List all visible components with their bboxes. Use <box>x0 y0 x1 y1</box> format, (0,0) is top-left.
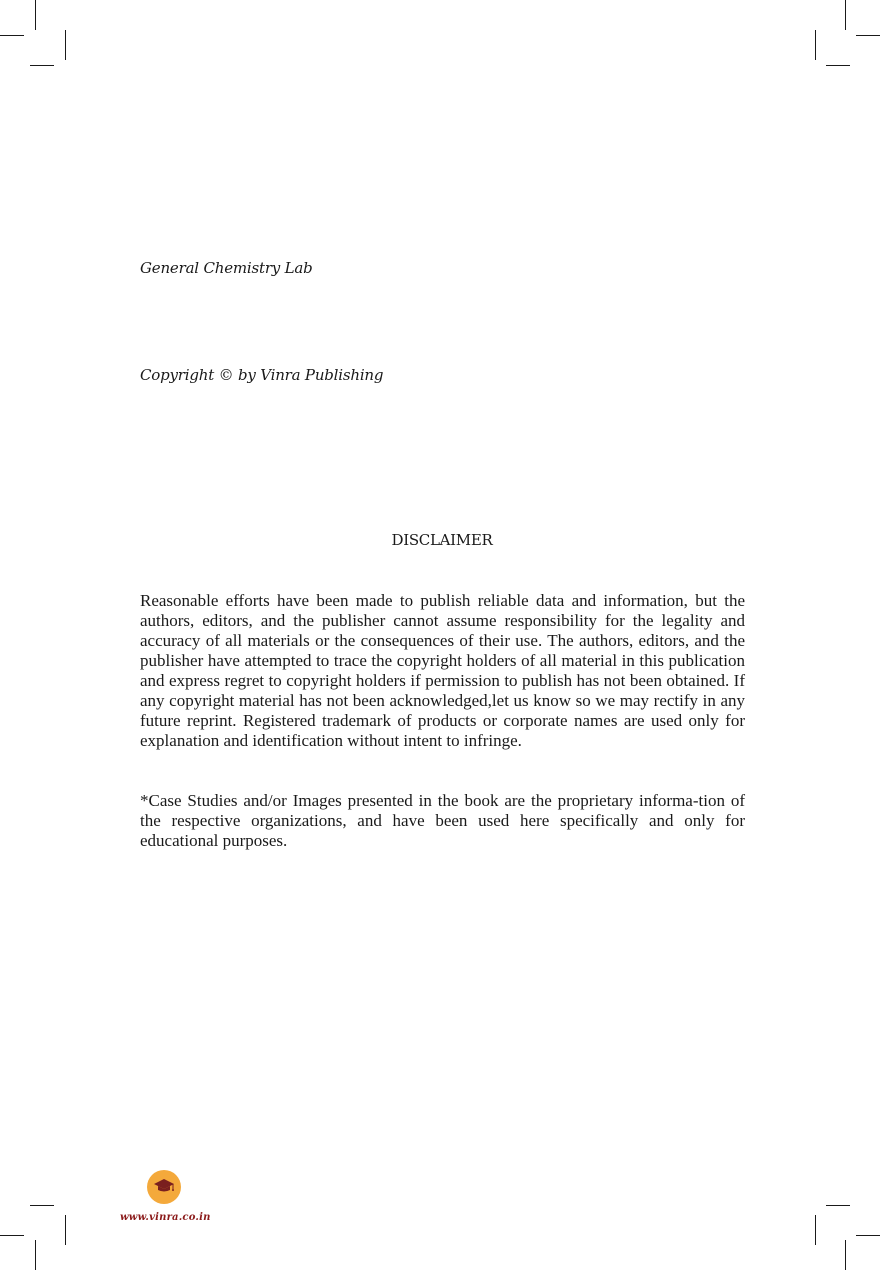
crop-mark <box>30 65 54 66</box>
case-studies-note: *Case Studies and/or Images presented in the book are the proprietary informa-tion of the respective organizations, and have been used here specifically and only for educational purposes. <box>140 791 745 850</box>
crop-mark <box>856 1235 880 1236</box>
book-title: General Chemistry Lab <box>140 259 313 277</box>
crop-mark <box>845 0 846 30</box>
crop-mark <box>65 1215 66 1245</box>
crop-mark <box>845 1240 846 1270</box>
disclaimer-heading: DISCLAIMER <box>391 531 493 549</box>
copyright-line: Copyright © by Vinra Publishing <box>140 366 384 384</box>
graduation-cap-icon <box>153 1177 175 1197</box>
crop-mark <box>0 35 24 36</box>
crop-mark <box>0 1235 24 1236</box>
disclaimer-paragraph: Reasonable efforts have been made to publish reliable data and information, but the authors, editors, and the publisher cannot assume responsibility for the legality and accuracy of all materials or the consequences of their use. The authors, editors, and the publisher have attempted to trace the copyright holders of all material in this publication and express regret to copyright holders if permission to publish has not been obtained. If any copyright material has not been acknowledged,let us know so we may rectify in any future reprint. Registered trademark of products or corporate names are used only for explanation and identification without intent to infringe. <box>140 591 745 750</box>
crop-mark <box>35 0 36 30</box>
crop-mark <box>826 1205 850 1206</box>
crop-mark <box>826 65 850 66</box>
crop-mark <box>815 1215 816 1245</box>
publisher-logo <box>147 1170 181 1204</box>
crop-mark <box>856 35 880 36</box>
publisher-website: www.vinra.co.in <box>120 1212 211 1223</box>
crop-mark <box>65 30 66 60</box>
crop-mark <box>30 1205 54 1206</box>
crop-mark <box>815 30 816 60</box>
crop-mark <box>35 1240 36 1270</box>
